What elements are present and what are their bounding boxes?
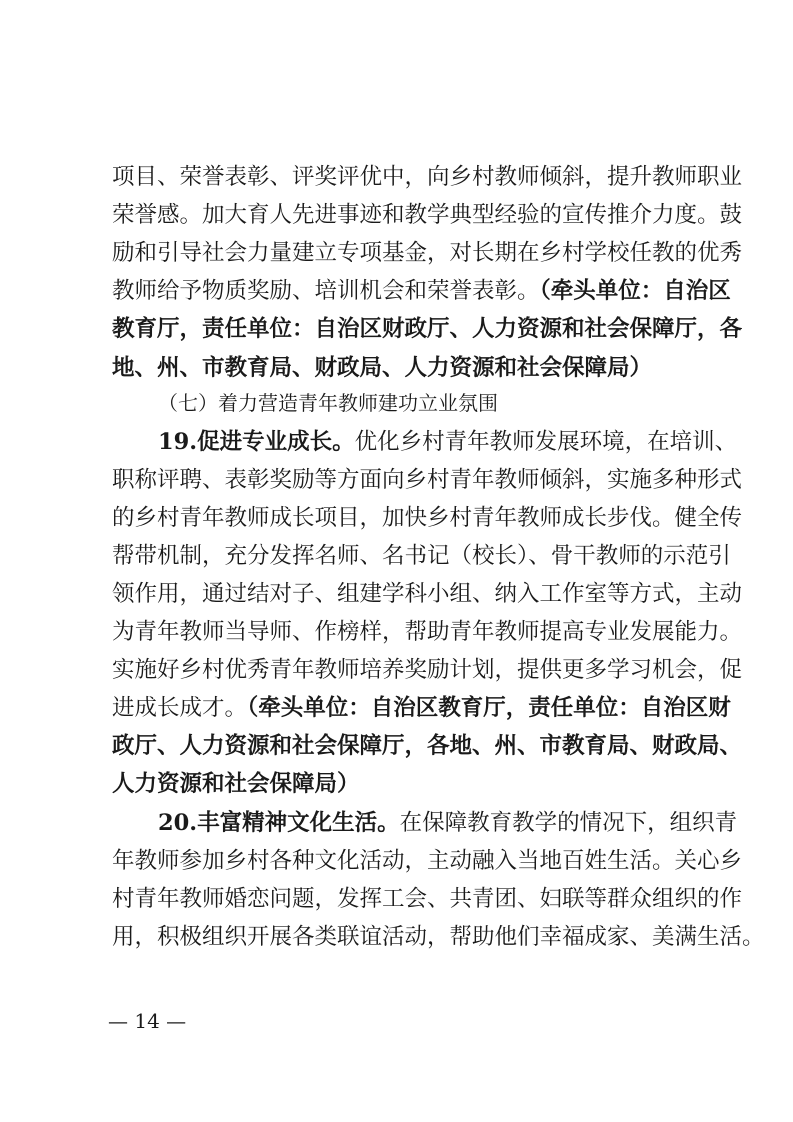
paragraph-line <box>112 689 731 727</box>
section-heading: （七）着力营造青年教师建功立业氛围 <box>158 391 498 415</box>
item-heading: 19.促进专业成长。 <box>158 429 355 455</box>
responsible-unit-line: 人力资源和社会保障局） <box>112 771 360 797</box>
line-text: 进成长成才。 <box>112 695 248 721</box>
item-heading: 20.丰富精神文化生活。 <box>158 810 400 836</box>
paragraph-line: 为青年教师当导师、作榜样，帮助青年教师提高专业发展能力。 <box>112 619 743 645</box>
paragraph-line: 励和引导社会力量建立专项基金，对长期在乡村学校任教的优秀 <box>112 240 743 266</box>
paragraph-line: 用，积极组织开展各类联谊活动，帮助他们幸福成家、美满生活。 <box>112 924 765 950</box>
paragraph-line <box>158 804 738 842</box>
paragraph-line: 的乡村青年教师成长项目，加快乡村青年教师成长步伐。健全传 <box>112 505 743 531</box>
paragraph-line <box>158 423 738 461</box>
paragraph-line: 领作用，通过结对子、组建学科小组、纳入工作室等方式，主动 <box>112 581 743 607</box>
paragraph-line: 职称评聘、表彰奖励等方面向乡村青年教师倾斜，实施多种形式 <box>112 467 743 493</box>
responsible-unit-line: 政厅、人力资源和社会保障厅，各地、州、市教育局、财政局、 <box>112 733 743 759</box>
line-text: 在保障教育教学的情况下，组织青 <box>399 810 738 836</box>
responsible-unit-text: （牵头单位：自治区 <box>539 278 731 304</box>
responsible-unit-text: （牵头单位：自治区教育厅，责任单位：自治区财 <box>247 695 731 721</box>
paragraph-line: 村青年教师婚恋问题，发挥工会、共青团、妇联等群众组织的作 <box>112 886 743 912</box>
paragraph-line: 帮带机制，充分发挥名师、名书记（校长）、骨干教师的示范引 <box>112 543 731 569</box>
paragraph-line: 实施好乡村优秀青年教师培养奖励计划，提供更多学习机会，促 <box>112 657 743 683</box>
responsible-unit-line: 地、州、市教育局、财政局、人力资源和社会保障局） <box>112 355 653 381</box>
paragraph-line <box>112 272 731 310</box>
responsible-unit-line: 教育厅，责任单位：自治区财政厅、人力资源和社会保障厅，各 <box>112 316 743 342</box>
line-text: 优化乡村青年教师发展环境，在培训、 <box>354 429 738 455</box>
paragraph-line: 年教师参加乡村各种文化活动，主动融入当地百姓生活。关心乡 <box>112 848 743 874</box>
paragraph-line: 项目、荣誉表彰、评奖评优中，向乡村教师倾斜，提升教师职业 <box>112 164 743 190</box>
line-text: 教师给予物质奖励、培训机会和荣誉表彰。 <box>112 278 540 304</box>
page-number: — 14 — <box>108 1009 187 1033</box>
paragraph-line: 荣誉感。加大育人先进事迹和教学典型经验的宣传推介力度。鼓 <box>112 202 743 228</box>
